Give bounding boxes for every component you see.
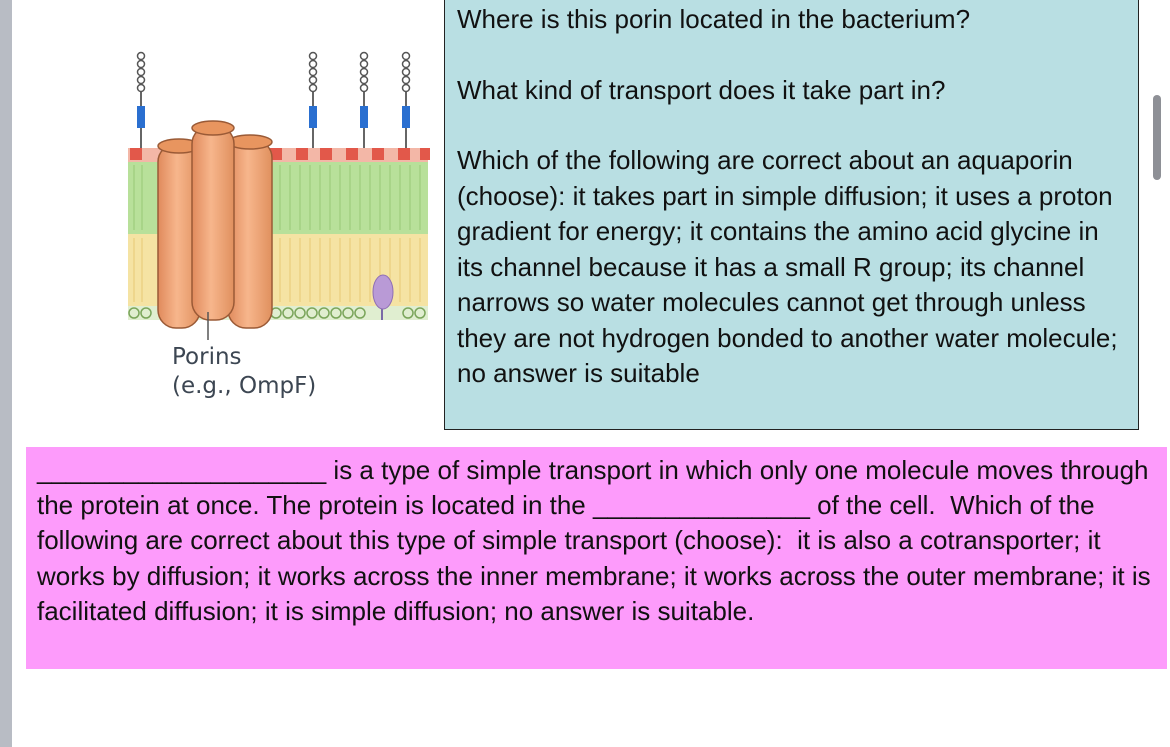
scrollbar-thumb[interactable] — [1153, 95, 1161, 180]
question-transport-type: What kind of transport does it take part in? — [457, 74, 946, 105]
porin-caption-line2: (e.g., OmpF) — [172, 373, 317, 399]
fill-in-text-part2: of the cell. Which of the following are correct about this type of simple transport (choose): it is also a cotransporter; it works by diffusion; it works across the inner membrane; it works across the outer membrane; it is facilitated diffusion; it is simple diffusion; no answer is suitable. — [37, 490, 1158, 626]
blank-location[interactable]: _______________ — [593, 490, 810, 521]
fill-in-question-box — [26, 447, 1167, 669]
lps-chains — [137, 53, 410, 149]
blank-transport-type[interactable]: ____________________ — [37, 455, 327, 485]
porin-diagram — [120, 0, 440, 420]
fill-in-text-part1: is a type of simple transport in which only one molecule moves through the protein at once. The protein is located in the — [37, 455, 1156, 521]
question-location: Where is this porin located in the bacterium? — [457, 4, 971, 34]
porin-trimer — [158, 121, 272, 340]
question-aquaporin: Which of the following are correct about an aquaporin (choose): it takes part in simple diffusion; it uses a proton gradient for energy; it contains the amino acid glycine in its channel because it has a small R group; its channel narrows so water molecules cannot get through unless they are not hydrogen bonded to another water molecule; no answer is suitable — [457, 145, 1118, 388]
porin-caption-line1: Porins — [172, 344, 242, 370]
fill-in-paragraph — [37, 453, 1157, 629]
left-edge-bar — [0, 0, 12, 747]
question-box — [444, 0, 1139, 430]
porin-caption — [172, 343, 316, 401]
